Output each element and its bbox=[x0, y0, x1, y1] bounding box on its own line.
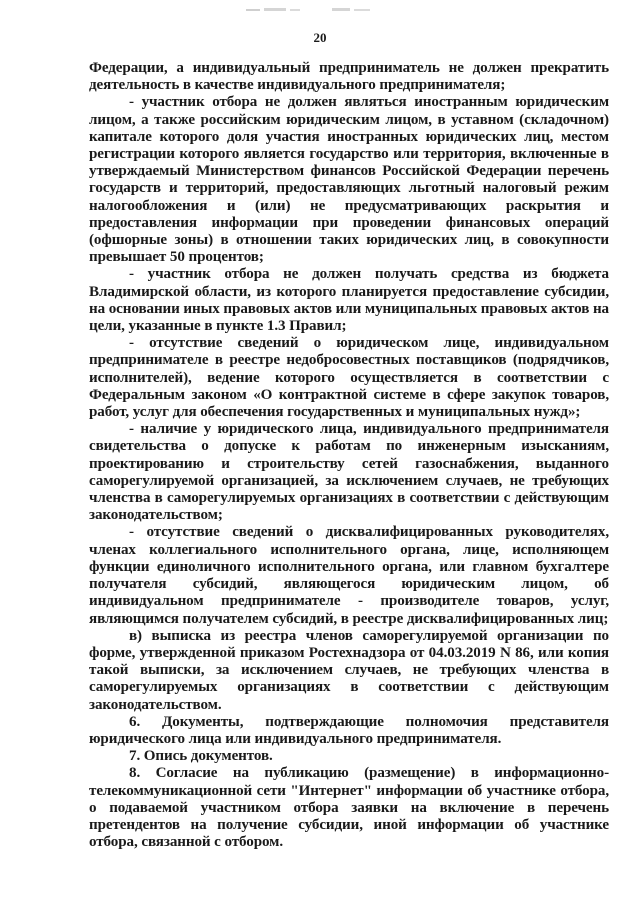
document-body bbox=[89, 60, 609, 851]
paragraph-unfair-suppliers: - отсутствие сведений о юридическом лице, индивидуальном предпринимателе в реестре недобросовестных поставщиков (подрядчиков, исполнителей), ведение которого осуществляется в соответствии с Федеральным законом «О контрактной системе в сфере закупок товаров, работ, услуг для обеспечения государственных и муниципальных нужд»; bbox=[89, 335, 609, 421]
page-number: 20 bbox=[313, 30, 327, 45]
paragraph-disqualified: - отсутствие сведений о дисквалифицированных руководителях, членах коллегиального исполнительного органа, лице, исполняющем функции единоличного исполнительного органа, или главном бухгалтере получателя субсидий, являющегося юридическим лицом, об индивидуальном предпринимателе - производителе товаров, услуг, являющимся получателем субсидий, в реестре дисквалифицированных лиц; bbox=[89, 524, 609, 627]
paragraph-foreign-entity: - участник отбора не должен являться иностранным юридическим лицом, а также российским юридическим лицом, в уставном (складочном) капитале которого доля участия иностранных юридических лиц, местом регистрации которого является государство или территория, включенные в утверждаемый Министерством финансов Российской Федерации перечень государств и территорий, предоставляющих льготный налоговый режим налогообложения и (или) не предусматривающих раскрытия и предоставления информации при проведении финансовых операций (офшорные зоны) в отношении таких юридических лиц, в совокупности превышает 50 процентов; bbox=[89, 94, 609, 266]
paragraph-item-6: 6. Документы, подтверждающие полномочия представителя юридического лица или индивидуального предпринимателя. bbox=[89, 713, 609, 747]
paragraph-sro-extract: в) выписка из реестра членов саморегулируемой организации по форме, утвержденной приказом Ростехнадзора от 04.03.2019 N 86, или копия такой выписки, за исключением случаев, не требующих членства в саморегулируемых организациях в соответствии с действующим законодательством. bbox=[89, 627, 609, 713]
paragraph-item-7: 7. Опись документов. bbox=[129, 748, 273, 765]
paragraph-continuation: Федерации, а индивидуальный предприниматель не должен прекратить деятельность в качестве индивидуального предпринимателя; bbox=[89, 60, 609, 94]
scan-artifact bbox=[246, 6, 376, 14]
paragraph-budget-funds: - участник отбора не должен получать средства из бюджета Владимирской области, из которого планируется предоставление субсидии, на основании иных правовых актов или муниципальных правовых актов на цели, указанные в пункте 1.3 Правил; bbox=[89, 266, 609, 335]
paragraph-item-8: 8. Согласие на публикацию (размещение) в информационно-телекоммуникационной сети "Интернет" информации об участнике отбора, о подаваемой участником отбора заявки на включение в перечень претендентов на получение субсидии, иной информации об участнике отбора, связанной с отбором. bbox=[89, 765, 609, 851]
paragraph-sro-certificate: - наличие у юридического лица, индивидуального предпринимателя свидетельства о допуске к работам по инженерным изысканиям, проектированию и строительству сетей газоснабжения, выданного саморегулируемой организацией, за исключением случаев, не требующих членства в саморегулируемых организациях в соответствии с действующим законодательством; bbox=[89, 421, 609, 524]
